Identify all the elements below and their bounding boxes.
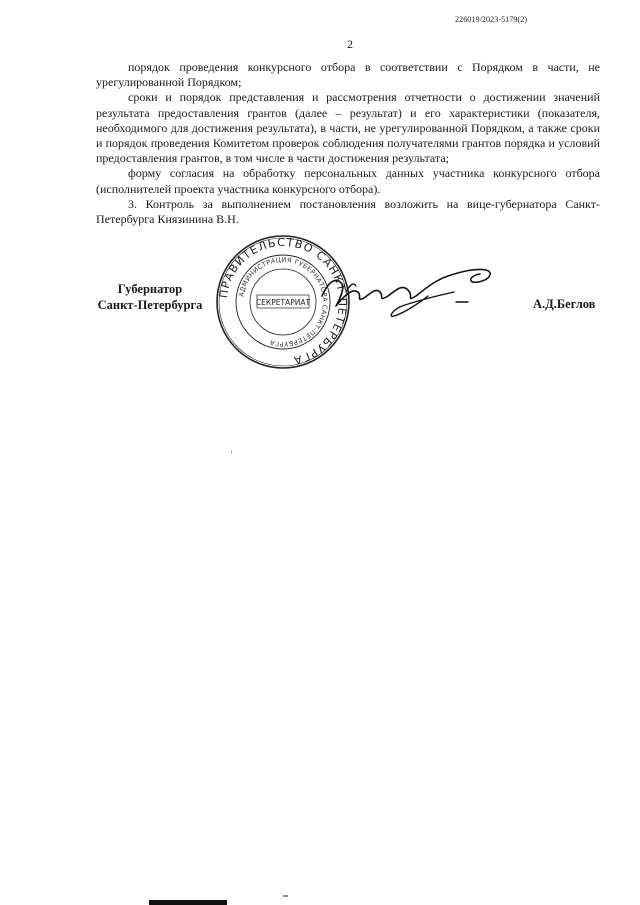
paragraph: порядок проведения конкурсного отбора в соответствии с Порядком в части, не урегулированной Порядком; xyxy=(96,60,600,90)
paragraph: форму согласия на обработку персональных данных участника конкурсного отбора (исполнителей проекта участника конкурсного отбора). xyxy=(96,166,600,196)
scan-artifact-bar xyxy=(149,900,227,905)
signatory-name: А.Д.Беглов xyxy=(533,297,596,311)
scan-artifact-dot xyxy=(283,895,288,897)
paragraph: сроки и порядок представления и рассмотрения отчетности о достижении значений результата предоставления грантов (далее – результат) и его характеристики (показателя, необходимого для достижения результата), в части, не урегулированной Порядком, а также сроки и порядок проведения Комитетом проверок соблюдения получателями грантов порядка и условий предоставления грантов, в том числе в части достижения результата; xyxy=(96,90,600,166)
page-number: 2 xyxy=(347,37,353,51)
seal-outer-text: ПРАВИТЕЛЬСТВО САНКТ-ПЕТЕРБУРГА xyxy=(217,235,350,368)
document-registration-number: 226019/2023-5179(2) xyxy=(455,15,528,24)
seal-center-text: СЕКРЕТАРИАТ xyxy=(255,298,311,307)
document-body xyxy=(96,60,600,227)
handwritten-signature xyxy=(318,262,508,322)
signatory-title-line1: Губернатор xyxy=(117,282,183,296)
signatory-title-line2: Санкт-Петербурга xyxy=(97,297,203,312)
scan-artifact xyxy=(231,450,232,454)
seal-inner-text: АДМИНИСТРАЦИЯ ГУБЕРНАТОРА САНКТ-ПЕТЕРБУРГА xyxy=(237,255,330,349)
signatory-title xyxy=(92,282,208,313)
paragraph: 3. Контроль за выполнением постановления возложить на вице-губернатора Санкт-Петербурга Князинина В.Н. xyxy=(96,196,600,227)
